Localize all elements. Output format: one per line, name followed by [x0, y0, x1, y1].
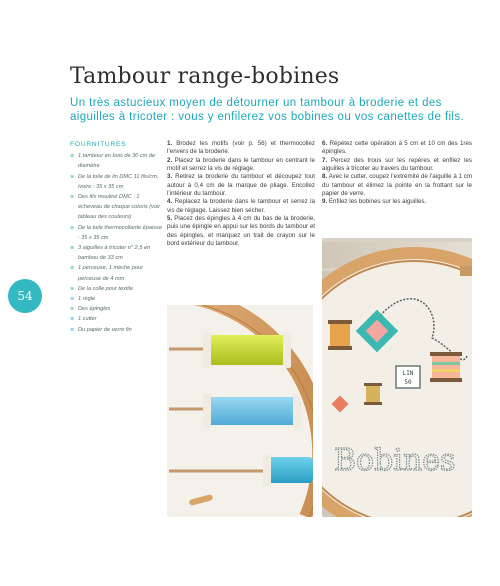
- material-text: Du papier de verre fin: [78, 326, 132, 333]
- material-text: 1 perceuse, 1 mèche pour perceuse de 4 mm: [78, 265, 143, 282]
- page-number-badge: [8, 279, 42, 313]
- page-title: Tambour range-bobines: [70, 64, 340, 89]
- material-text: Des fils mouliné DMC : 1 écheveau de chaque coloris (voir tableau des couleurs): [78, 194, 161, 221]
- bullet-icon: ≋: [70, 265, 75, 272]
- material-item: [70, 151, 162, 171]
- material-item: [70, 325, 162, 335]
- bullet-icon: ≋: [70, 194, 75, 201]
- stitched-spool-orange: [330, 324, 350, 346]
- step-paragraph: [167, 198, 315, 215]
- bullet-icon: ≋: [70, 285, 75, 292]
- step-number: 8.: [322, 173, 328, 181]
- step-paragraph: [167, 157, 315, 174]
- materials-list: [70, 140, 162, 335]
- material-item: [70, 263, 162, 283]
- bullet-icon: ≋: [70, 173, 75, 180]
- step-number: 6.: [322, 140, 328, 147]
- tag-text-2: 50: [404, 379, 412, 386]
- materials-heading: FOURNITURES: [70, 141, 127, 148]
- stitched-word: Bobines: [334, 443, 456, 478]
- spools-photo: [167, 305, 313, 517]
- step-paragraph: [167, 140, 315, 157]
- step-paragraph: [322, 173, 472, 198]
- material-text: De la colle pour textile: [78, 285, 134, 292]
- step-number: 7.: [322, 156, 328, 164]
- material-text: 1 cutter: [78, 316, 97, 323]
- material-item: [70, 304, 162, 314]
- step-text: Brodez les motifs (voir p. 56) et thermocollez l’envers de la broderie.: [167, 140, 315, 156]
- material-item: [70, 172, 162, 192]
- material-item: [70, 223, 162, 243]
- spools-illustration: [167, 305, 313, 517]
- step-text: Replacez la broderie dans le tambour et serrez la vis de réglage. Laissez bien sécher.: [167, 198, 315, 214]
- step-number: 1.: [167, 140, 173, 147]
- material-item: [70, 314, 162, 324]
- embroidery-illustration: [322, 238, 472, 517]
- bullet-icon: ≋: [70, 245, 75, 252]
- bullet-icon: ≋: [70, 224, 75, 231]
- page-subtitle: Un très astucieux moyen de détourner un tambour à broderie et des aiguilles à tricoter : vous y enfilerez vos bobines ou vos canettes de fils.: [70, 97, 465, 123]
- material-text: 1 tambour en bois de 30 cm de diamètre: [78, 153, 156, 170]
- step-number: 2.: [167, 156, 173, 164]
- bullet-icon: ≋: [70, 306, 75, 313]
- stitched-spool-pink: [432, 356, 460, 378]
- step-text: Répétez cette opération à 5 cm et 10 cm des 1res épingles.: [322, 140, 472, 156]
- materials-items: [70, 151, 162, 335]
- step-text: Enfilez les bobines sur les aiguilles.: [328, 198, 427, 206]
- material-item: [70, 243, 162, 263]
- instructions-column-1: [167, 140, 315, 248]
- material-text: Des épingles: [78, 306, 111, 313]
- step-number: 3.: [167, 173, 173, 181]
- material-item: [70, 192, 162, 223]
- step-paragraph: [167, 173, 315, 198]
- material-text: 1 règle: [78, 296, 96, 303]
- step-number: 4.: [167, 198, 173, 206]
- light-blue-spool: [207, 397, 297, 425]
- step-paragraph: [322, 157, 472, 174]
- step-paragraph: [322, 198, 472, 206]
- step-number: 5.: [167, 215, 173, 223]
- page-number: 54: [17, 289, 33, 303]
- material-text: 3 aiguilles à tricoter n° 2,5 en bambou de 33 cm: [78, 245, 151, 262]
- material-text: De la toile de lin DMC 11 fils/cm, ivoire : 35 x 35 cm: [78, 173, 159, 190]
- step-number: 9.: [322, 198, 328, 206]
- green-spool: [207, 335, 287, 365]
- step-paragraph: [322, 140, 472, 157]
- tag-text-1: LIN: [402, 370, 414, 377]
- step-text: Retirez la broderie du tambour et découpez tout autour à 0,4 cm de la marque de pliage. Encollez l’intérieur du tambour.: [167, 173, 315, 198]
- step-text: Avec le cutter, coupez l’extrémité de l’aiguille à 1 cm du tambour et élimez la pointe en la frottant sur le papier de verre.: [322, 173, 472, 198]
- bullet-icon: ≋: [70, 316, 75, 323]
- embroidery-photo: [322, 238, 472, 517]
- step-text: Placez la broderie dans le tambour en centrant le motif et serrez la vis de réglage.: [167, 156, 315, 173]
- step-text: Placez des épingles à 4 cm du bas de la broderie, puis une épingle en appui sur les bords du tambour et des épingles, et marquez un trait de crayon sur le bord extérieur du tambour.: [167, 215, 315, 248]
- material-item: [70, 284, 162, 294]
- material-text: De la toile thermocollante épaisse : 35 x 35 cm: [78, 224, 162, 241]
- bullet-icon: ≋: [70, 326, 75, 333]
- step-text: Percez des trous sur les repères et enfilez les aiguilles à tricoter au travers du tambour.: [322, 156, 472, 173]
- instructions-column-2: [322, 140, 472, 207]
- material-item: [70, 294, 162, 304]
- teal-spool: [267, 457, 313, 483]
- bullet-icon: ≋: [70, 153, 75, 160]
- bullet-icon: ≋: [70, 296, 75, 303]
- step-paragraph: [167, 215, 315, 248]
